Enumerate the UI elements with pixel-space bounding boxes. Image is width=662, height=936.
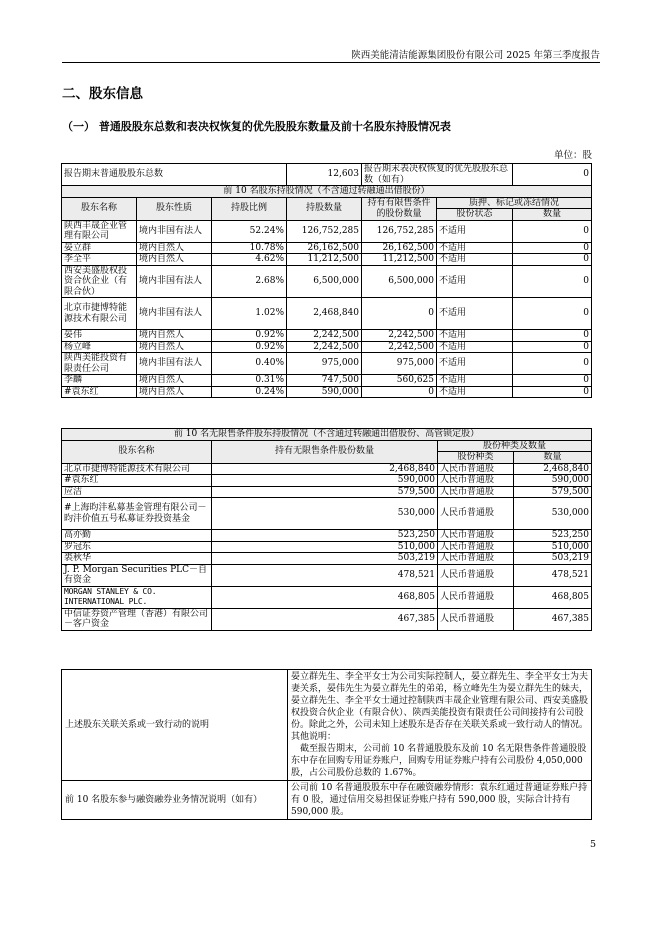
pledge-qty: 0 [513, 265, 592, 298]
holder-name: 罗冠东 [62, 541, 212, 553]
table-row [62, 298, 592, 330]
unit-label: 单位：股 [553, 150, 592, 161]
unrestricted-qty: 510,000 [212, 541, 438, 553]
unrestricted-qty: 590,000 [212, 475, 438, 487]
pledge-status: 不适用 [437, 254, 513, 266]
pledge-qty: 0 [513, 375, 592, 387]
restricted-qty: 126,752,285 [362, 220, 437, 242]
shareholder-name: 北京市捷博特能源技术有限公司 [62, 298, 137, 330]
shareholder-name: 晏立群 [62, 242, 137, 254]
table-row [62, 553, 592, 565]
holding-qty: 747,500 [287, 375, 362, 387]
holder-name: #袁东红 [62, 475, 212, 487]
share-type: 人民币普通股 [438, 486, 514, 498]
shareholder-nature: 境内自然人 [137, 375, 212, 387]
share-type: 人民币普通股 [438, 463, 514, 475]
holding-ratio: 0.40% [212, 353, 287, 375]
restricted-qty: 26,162,500 [362, 242, 437, 254]
restricted-qty: 560,625 [362, 375, 437, 387]
shareholder-nature: 境内非国有法人 [137, 265, 212, 298]
preferred-holders-label: 报告期末表决权恢复的优先股股东总数（如有） [362, 164, 513, 186]
holding-qty: 11,212,500 [287, 254, 362, 266]
holding-ratio: 0.92% [212, 341, 287, 353]
relation-label: 上述股东关联关系或一致行动的说明 [62, 670, 288, 781]
share-type: 人民币普通股 [438, 553, 514, 565]
pledge-qty: 0 [513, 242, 592, 254]
page-header: 陕西美能清洁能源集团股份有限公司 2025 年第三季度报告 [351, 50, 600, 61]
table-row [62, 498, 592, 530]
other-notes-label: 其他说明： [291, 732, 337, 742]
holding-ratio: 0.24% [212, 386, 287, 398]
holding-qty: 2,468,840 [287, 298, 362, 330]
restricted-qty: 0 [362, 298, 437, 330]
restricted-qty: 0 [362, 386, 437, 398]
holding-qty: 975,000 [287, 353, 362, 375]
preferred-holders-value: 0 [513, 164, 592, 186]
share-type: 人民币普通股 [438, 564, 514, 586]
restricted-qty: 2,242,500 [362, 330, 437, 342]
pledge-status: 不适用 [437, 375, 513, 387]
unrestricted-qty: 503,219 [212, 553, 438, 565]
share-count: 2,468,840 [514, 463, 592, 475]
col-header-holder-name: 股东名称 [62, 440, 212, 463]
col-header-type-group: 股份种类及数量 [438, 440, 592, 452]
pledge-qty: 0 [513, 341, 592, 353]
shareholder-name: 李麟 [62, 375, 137, 387]
table-row [62, 486, 592, 498]
subsection-title: （一） 普通股股东总数和表决权恢复的优先股股东数量及前十名股东持股情况表 [62, 120, 451, 133]
relation-body: 晏立群先生、李全平女士为公司实际控制人，晏立群先生、李全平女士为夫妻关系，晏伟先生为晏立群先生的弟弟，杨立峰先生为晏立群先生的妹夫，晏立群先生、李全平女士通过控制陕西丰晟企业管理有限公司、西安美盛股权投资合伙企业（有限合伙）、陕西美能投资有限责任公司间接持有公司股份。除此之外，公司未知上述股东是否存在关联关系或一致行动人的情况。 [291, 672, 589, 730]
shareholder-name: #袁东红 [62, 386, 137, 398]
table-row [62, 375, 592, 387]
holding-ratio: 1.02% [212, 298, 287, 330]
relation-text [288, 670, 592, 781]
holder-name: 中信证券资产管理（香港）有限公司－客户资金 [62, 608, 212, 630]
top10-section-label: 前 10 名股东持股情况（不含通过转融通出借股份） [62, 186, 592, 198]
pledge-status: 不适用 [437, 386, 513, 398]
shareholder-name: 晏伟 [62, 330, 137, 342]
header-rule [62, 62, 600, 63]
other-notes-text: 截至报告期末，公司前 10 名普通股股东及前 10 名无限售条件普通股股东中存在回购专用证券账户，回购专用证券账户持有公司股份 4,050,000 股，占公司股份总数的 1.67%。 [291, 744, 587, 778]
unrestricted-qty: 523,250 [212, 530, 438, 542]
pledge-status: 不适用 [437, 353, 513, 375]
col-header-nature: 股东性质 [137, 197, 212, 220]
table-row [62, 353, 592, 375]
table-row [62, 386, 592, 398]
table-row [62, 220, 592, 242]
holding-ratio: 4.62% [212, 254, 287, 266]
shareholder-nature: 境内自然人 [137, 242, 212, 254]
holding-ratio: 10.78% [212, 242, 287, 254]
table-row [62, 586, 592, 608]
shareholder-nature: 境内非国有法人 [137, 353, 212, 375]
holder-name: 高亦勤 [62, 530, 212, 542]
pledge-qty: 0 [513, 254, 592, 266]
unrestricted-qty: 2,468,840 [212, 463, 438, 475]
table-row [62, 254, 592, 266]
holding-qty: 26,162,500 [287, 242, 362, 254]
holding-qty: 2,242,500 [287, 330, 362, 342]
col-header-qty: 持股数量 [287, 197, 362, 220]
col-header-pledge-status: 股份状态 [437, 209, 513, 221]
share-count: 503,219 [514, 553, 592, 565]
share-count: 478,521 [514, 564, 592, 586]
holder-name: MORGAN STANLEY & CO. INTERNATIONAL PLC. [62, 586, 212, 608]
pledge-qty: 0 [513, 353, 592, 375]
unrestricted-qty: 478,521 [212, 564, 438, 586]
share-count: 530,000 [514, 498, 592, 530]
pledge-status: 不适用 [437, 341, 513, 353]
table-row [62, 608, 592, 630]
table-row [62, 541, 592, 553]
shareholder-nature: 境内自然人 [137, 341, 212, 353]
share-count: 510,000 [514, 541, 592, 553]
holder-name: 裘秋华 [62, 553, 212, 565]
holder-name: 北京市捷博特能源技术有限公司 [62, 463, 212, 475]
top10-shareholders-table [61, 163, 592, 398]
shareholder-nature: 境内自然人 [137, 386, 212, 398]
table-row [62, 265, 592, 298]
col-header-unrestricted-qty: 持有无限售条件股份数量 [212, 440, 438, 463]
holding-ratio: 52.24% [212, 220, 287, 242]
common-holders-label: 报告期末普通股股东总数 [62, 164, 287, 186]
share-type: 人民币普通股 [438, 498, 514, 530]
unrestricted-qty: 468,805 [212, 586, 438, 608]
pledge-status: 不适用 [437, 298, 513, 330]
table-row [62, 330, 592, 342]
share-type: 人民币普通股 [438, 608, 514, 630]
table-row [62, 463, 592, 475]
holder-name: 应洁 [62, 486, 212, 498]
table-row [62, 530, 592, 542]
share-type: 人民币普通股 [438, 530, 514, 542]
holding-qty: 2,242,500 [287, 341, 362, 353]
page-number: 5 [589, 839, 596, 850]
holding-ratio: 0.31% [212, 375, 287, 387]
share-count: 523,250 [514, 530, 592, 542]
pledge-status: 不适用 [437, 330, 513, 342]
share-count: 468,805 [514, 586, 592, 608]
col-header-pledge-group: 质押、标记或冻结情况 [437, 197, 592, 209]
shareholder-nature: 境内自然人 [137, 254, 212, 266]
table-row [62, 242, 592, 254]
col-header-name: 股东名称 [62, 197, 137, 220]
shareholder-name: 李全平 [62, 254, 137, 266]
restricted-qty: 975,000 [362, 353, 437, 375]
share-count: 579,500 [514, 486, 592, 498]
shareholder-name: 杨立峰 [62, 341, 137, 353]
holder-name: J. P. Morgan Securities PLC－自有资金 [62, 564, 212, 586]
unrestricted-qty: 579,500 [212, 486, 438, 498]
shareholder-name: 西安美盛股权投资合伙企业（有限合伙） [62, 265, 137, 298]
pledge-status: 不适用 [437, 242, 513, 254]
shareholder-nature: 境内非国有法人 [137, 220, 212, 242]
holding-qty: 590,000 [287, 386, 362, 398]
holding-qty: 6,500,000 [287, 265, 362, 298]
unrestricted-shareholders-table [61, 428, 592, 631]
share-count: 590,000 [514, 475, 592, 487]
pledge-status: 不适用 [437, 220, 513, 242]
holding-qty: 126,752,285 [287, 220, 362, 242]
col-header-restricted: 持有有限售条件的股份数量 [362, 197, 437, 220]
col-header-pledge-qty: 数量 [513, 209, 592, 221]
margin-label: 前 10 名股东参与融资融券业务情况说明（如有） [62, 781, 288, 820]
shareholder-nature: 境内自然人 [137, 330, 212, 342]
unrestricted-qty: 530,000 [212, 498, 438, 530]
pledge-qty: 0 [513, 386, 592, 398]
share-type: 人民币普通股 [438, 475, 514, 487]
restricted-qty: 11,212,500 [362, 254, 437, 266]
notes-table [61, 669, 592, 820]
section-title: 二、股东信息 [62, 86, 143, 102]
table-row [62, 475, 592, 487]
shareholder-name: 陕西美能投资有限责任公司 [62, 353, 137, 375]
shareholder-name: 陕西丰晟企业管理有限公司 [62, 220, 137, 242]
share-type: 人民币普通股 [438, 541, 514, 553]
share-type: 人民币普通股 [438, 586, 514, 608]
pledge-qty: 0 [513, 220, 592, 242]
margin-text: 公司前 10 名普通股股东中存在融资融券情形：袁东红通过普通证券账户持有 0 股，通过信用交易担保证券账户持有 590,000 股，实际合计持有 590,000 股。 [288, 781, 592, 820]
holding-ratio: 0.92% [212, 330, 287, 342]
pledge-status: 不适用 [437, 265, 513, 298]
shareholder-nature: 境内非国有法人 [137, 298, 212, 330]
holder-name: #上海昀沣私募基金管理有限公司－昀沣价值五号私募证券投资基金 [62, 498, 212, 530]
unrestricted-qty: 467,385 [212, 608, 438, 630]
common-holders-value: 12,603 [287, 164, 362, 186]
unrestricted-section-label: 前 10 名无限售条件股东持股情况（不含通过转融通出借股份、高管锁定股） [62, 429, 592, 441]
table-row [62, 564, 592, 586]
restricted-qty: 6,500,000 [362, 265, 437, 298]
share-count: 467,385 [514, 608, 592, 630]
col-header-share-count: 数量 [514, 452, 592, 464]
holding-ratio: 2.68% [212, 265, 287, 298]
pledge-qty: 0 [513, 330, 592, 342]
col-header-share-type: 股份种类 [438, 452, 514, 464]
restricted-qty: 2,242,500 [362, 341, 437, 353]
col-header-ratio: 持股比例 [212, 197, 287, 220]
table-row [62, 341, 592, 353]
pledge-qty: 0 [513, 298, 592, 330]
